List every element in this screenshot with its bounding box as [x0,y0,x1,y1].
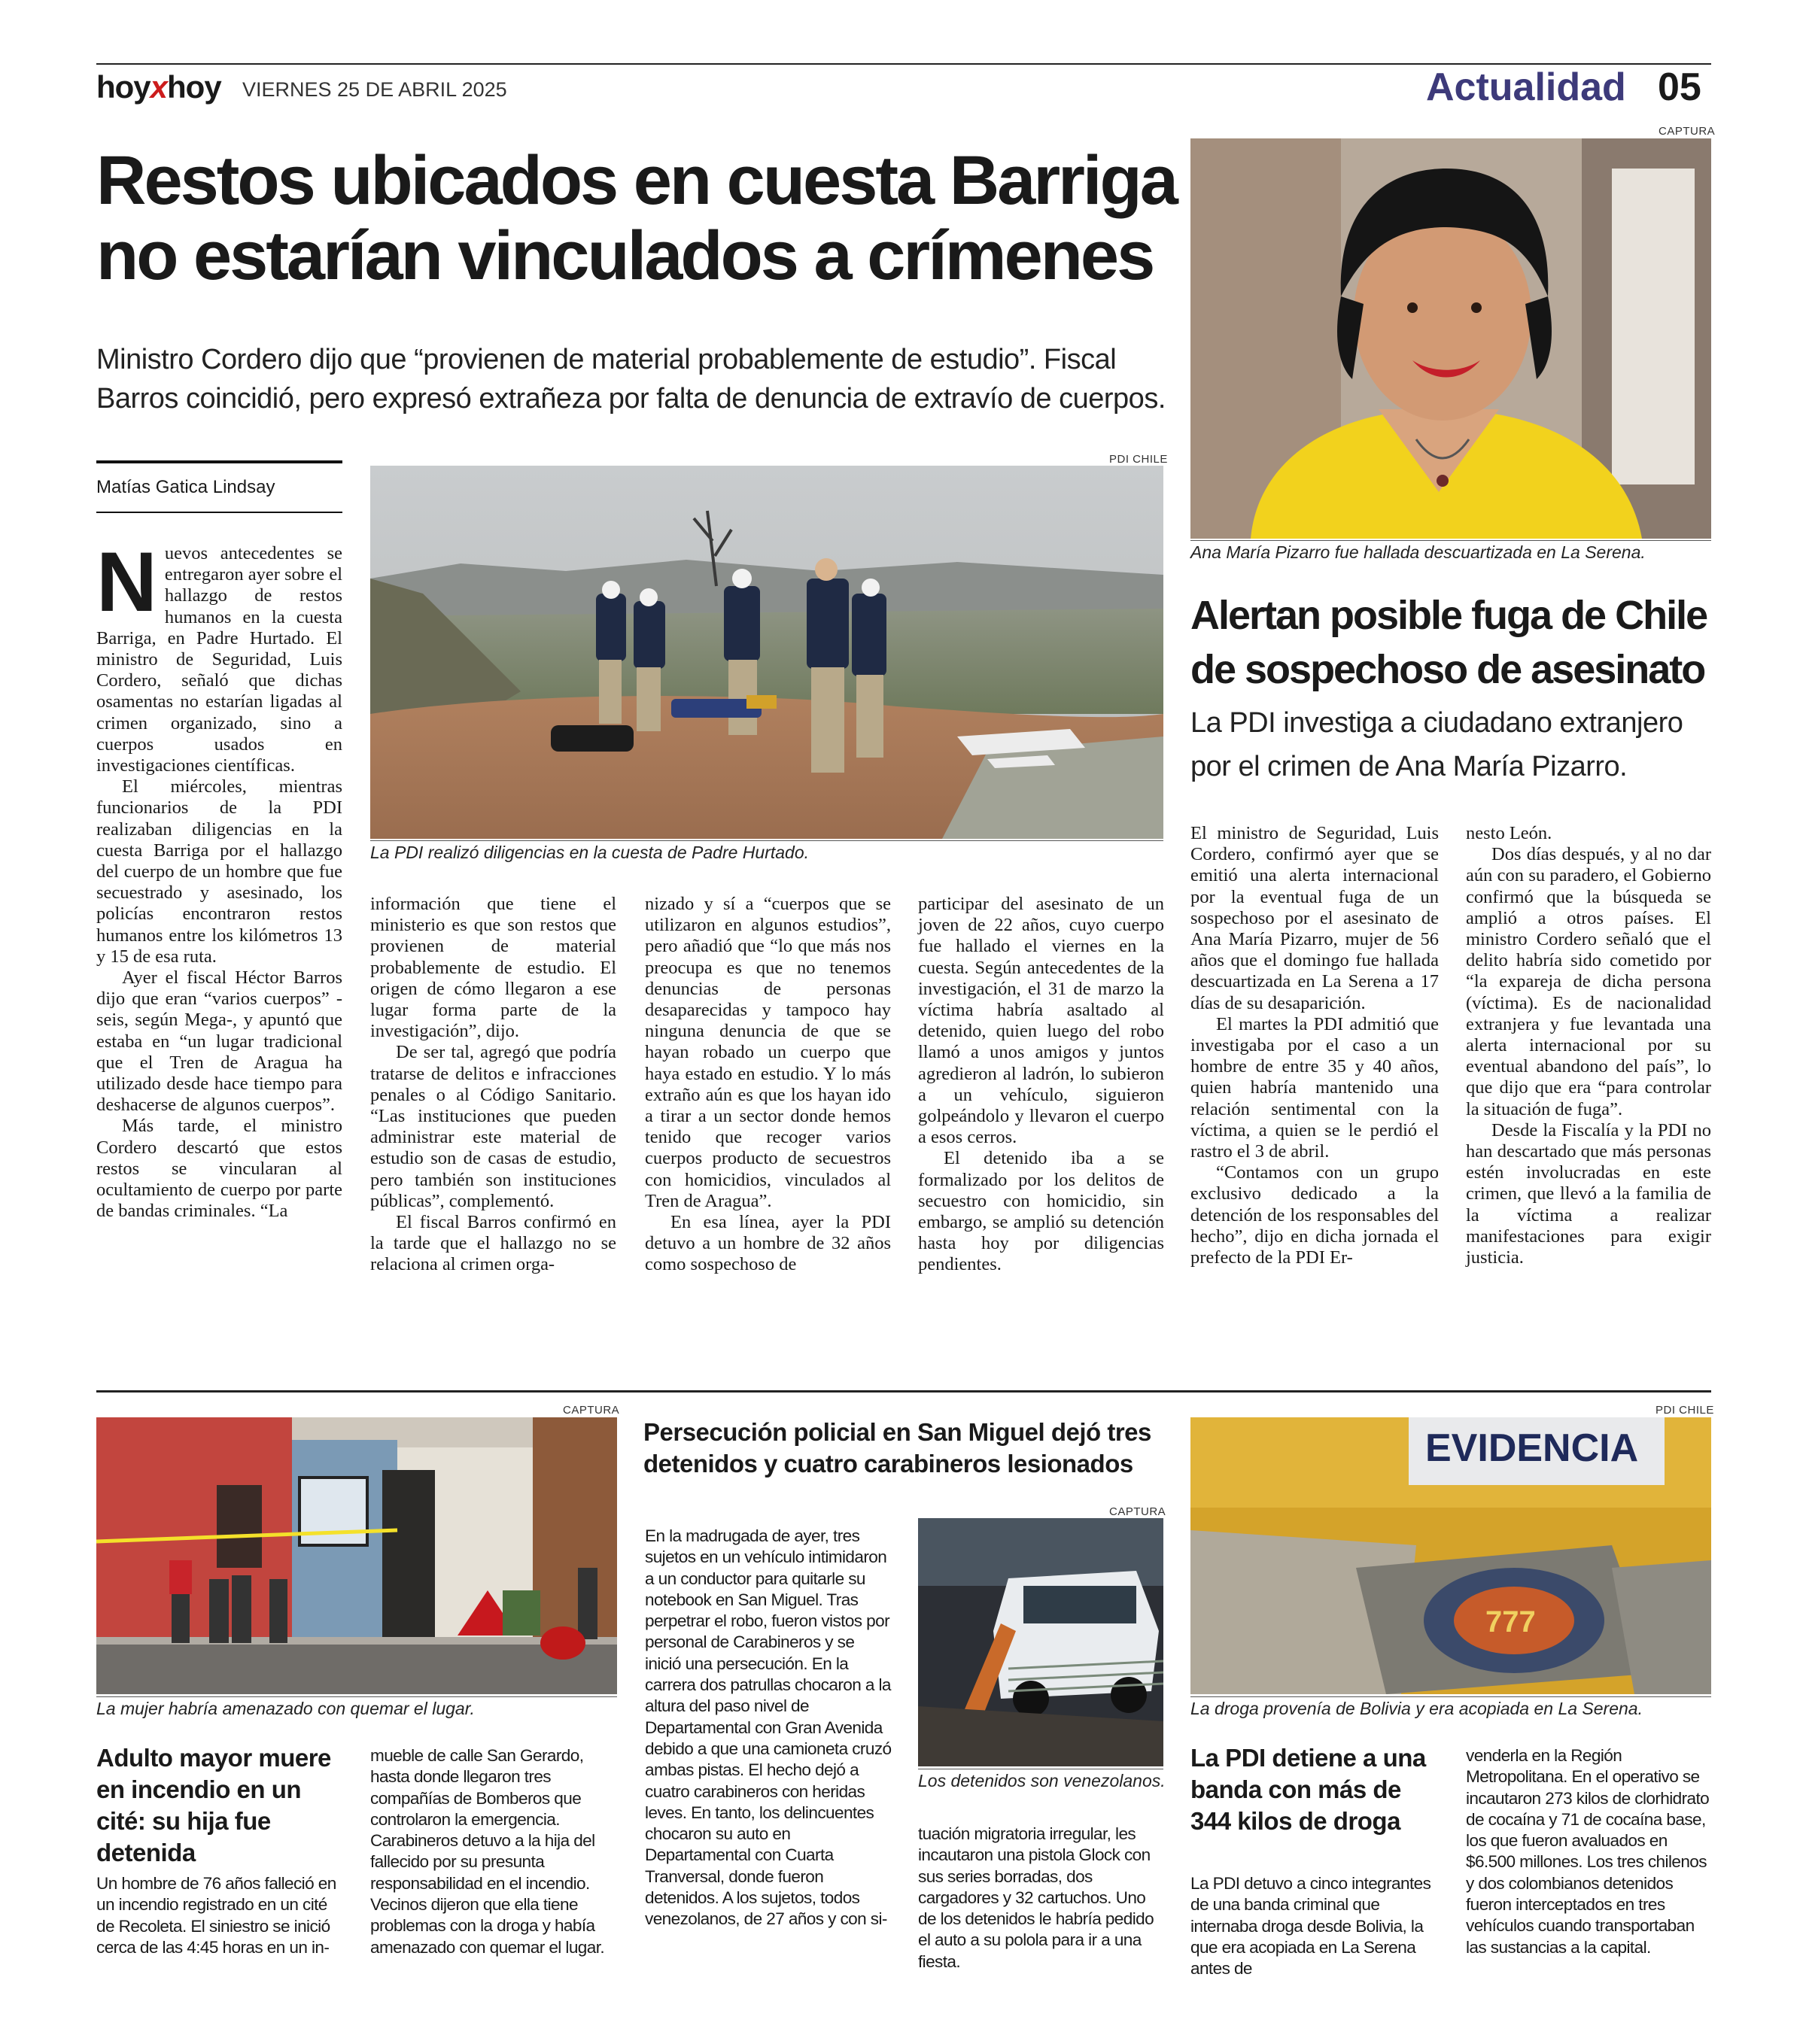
photo-credit: PDI CHILE [1655,1404,1714,1417]
pursuit-column-1: En la madrugada de ayer, tres sujetos en un vehículo intimidaron a un conductor para quitarle su notebook en San Miguel. Tras perpetrar el robo, fueron vistos por personal de Carabineros y se inició una persecución. En la carrera dos patrullas chocaron a la altura del paso nivel de Departamental con Gran Avenida debido a que una camioneta cruzó ambas pistas. El hecho dejó a cuatro carabineros con heridas leves. En tanto, los delincuentes chocaron su auto en Departamental con Cuarta Tranversal, donde fueron detenidos. A los sujetos, todos venezolanos, de 27 años y con si- [645,1526,892,1929]
byline-rule-bottom [96,512,342,513]
photo-caption: La droga provenía de Bolivia y era acopiada en La Serena. [1190,1699,1643,1718]
caption-rule [96,1696,617,1697]
fire-column-1: Un hombre de 76 años falleció en un incendio registrado en un cité de Recoleta. El siniestro se inició cerca de las 4:45 horas en un in- [96,1874,336,1957]
article-column-2: información que tiene el ministerio es que son restos que provienen de material probablemente de estudio. El origen de cómo llegaron a ese lugar forma parte de la investigación”, dijo. De ser tal, agregó que podría tratarse de delitos e infracciones penales o al Código Sanitario. “Las instituciones que pueden administrar este material de estudio son de casas de estudio, pero también son instituciones públicas”, complementó. El fiscal Barros confirmó en la tarde que el hallazgo no se relaciona al crimen orga- [370,894,616,1275]
pursuit-photo[interactable] [918,1518,1163,1766]
drugs-column-1: La PDI detuvo a cinco integrantes de una banda criminal que internaba droga desde Bolivia, la que era acopiada en La Serena antes de [1190,1874,1431,1979]
drugs-photo[interactable] [1190,1417,1711,1694]
fire-column-2: mueble de calle San Gerardo, hasta donde llegaron tres compañías de Bomberos que controlaron la emergencia. Carabineros detuvo a la hija del fallecido por su presunta responsabilidad en el incendio. Vecinos dijeron que ella tiene problemas con la droga y había amenazado con quemar el lugar. [370,1746,605,1957]
main-headline: Restos ubicados en cuesta Barriga no estarían vinculados a crímenes [96,142,1176,294]
photo-caption: La PDI realizó diligencias en la cuesta de Padre Hurtado. [370,843,810,862]
fire-headline: Adulto mayor muere en incendio en un cité: su hija fue detenida [96,1744,331,1866]
main-photo[interactable] [370,466,1163,839]
right-column-2: nesto León. Dos días después, y al no dar aún con su paradero, el Gobierno confirmó que la búsqueda se amplió a otros países. El ministro Cordero señaló que el delito habría sido cometido por “la expareja de dicha persona (víctima). Es de nacionalidad extranjera y fue levantada una alerta internacional por su eventual abandono del país”, lo que dijo que era “para controlar la situación de fuga”. Desde la Fiscalía y la PDI no han descartado que más personas estén involucradas en este crimen, que llevó a la familia de la víctima a realizar manifestaciones para exigir justicia. [1466,823,1711,1268]
photo-credit: PDI CHILE [1109,453,1168,466]
street-scene [96,1417,617,1694]
article-column-3: nizado y sí a “cuerpos que se utilizaron en algunos estudios”, pero añadió que “lo que más nos preocupa es que no tenemos denuncias de personas desaparecidas y tampoco hay ninguna denuncia de que se hayan robado un cuerpo que haya estado en estudio. Y lo más extraño aún es que los hayan ido a tirar a un sector donde hemos tenido que recoger varios cuerpos producto de secuestros con homicidios, vinculados al Tren de Aragua”. En esa línea, ayer la PDI detuvo a un hombre de 32 años como sospechoso de [645,894,891,1275]
bottom-section-rule [96,1390,1711,1393]
article-column-4: participar del asesinato de un joven de 22 años, cuyo cuerpo fue hallado el viernes en la cuesta. Según antecedentes de la investigación, el 31 de marzo la víctima habría asaltado al detenido, quien luego del robo llamó a unos amigos y juntos agredieron al ladrón, lo subieron a un vehículo, siguieron golpeándolo y llevaron el cuerpo a esos cerros. El detenido iba a se formalizado por los delitos de secuestro con homicidio, sin embargo, se amplió su detención hasta hoy por diligencias pendientes. [918,894,1164,1275]
drugs-headline: La PDI detiene a una banda con más de 344 kilos de droga [1190,1744,1426,1835]
photo-credit: CAPTURA [563,1404,620,1417]
photo-caption: Ana María Pizarro fue hallada descuartizada en La Serena. [1190,542,1646,562]
section-title: Actualidad [1426,65,1626,109]
caption-rule [1190,540,1711,541]
fire-photo[interactable] [96,1417,617,1694]
package-marking: 777 [1485,1605,1536,1639]
article-column-1: Nuevos antecedentes se entregaron ayer sobre el hallazgo de restos humanos en la cuesta Barriga, en Padre Hurtado. El ministro de Seguridad, Luis Cordero, señaló que dichas osamentas no estarían ligadas al crimen organizado, sino a cuerpos usados en investigaciones científicas. El miércoles, mientras funcionarios de la PDI realizaban diligencias en la cuesta Barriga por el hallazgo del cuerpo de un hombre que fue secuestrado y asesinado, los policías encontraron restos humanos entre los kilómetros 13 y 15 de esa ruta. Ayer el fiscal Héctor Barros dijo que eran “varios cuerpos” -seis, según Mega-, y apuntó que estaba en “un lugar tradicional que el Tren de Aragua ha utilizado desde hace tiempo para deshacerse de algunos cuerpos”. Más tarde, el ministro Cordero descartó que estos restos se vincularan al ocultamiento de cuerpo por parte de bandas criminales. “La [96,535,342,1222]
drop-cap: N [96,535,157,629]
main-subheadline: Ministro Cordero dijo que “provienen de material probablemente de estudio”. Fiscal Barros coincidió, pero expresó extrañeza por falta de denuncia de extravío de cuerpos. [96,344,1166,415]
portrait-photo [1190,138,1711,539]
newspaper-logo[interactable]: hoyxhoy [96,69,221,105]
caption-rule [1190,1696,1711,1697]
page-number: 05 [1658,65,1701,109]
photo-caption: Los detenidos son venezolanos. [918,1771,1166,1790]
right-column-1: El ministro de Seguridad, Luis Cordero, confirmó ayer que se emitió una alerta internacional por la eventual fuga de un sospechoso por el asesinato de Ana María Pizarro, mujer de 56 años que el domingo fue hallada descuartizada en La Serena a 17 días de su desaparición. El martes la PDI admitió que investigaba por el caso a un hombre de entre 35 y 40 años, quien habría mantenido una relación sentimental con la víctima, a quien se le perdió el rastro el 3 de abril. “Contamos con un grupo exclusivo dedicado a la detención de los responsables del hecho”, dijo en dicha jornada el prefecto de la PDI Er- [1190,823,1439,1268]
byline: Matías Gatica Lindsay [96,477,275,497]
right-subheadline: La PDI investiga a ciudadano extranjero por el crimen de Ana María Pizarro. [1190,707,1683,782]
drugs-column-2: venderla en la Región Metropolitana. En el operativo se incautaron 273 kilos de clorhidrato de cocaína y 71 de cocaína base, los que fueron avaluados en $6.500 millones. Los tres chilenos y dos colombianos detenidos fueron interceptados en tres vehículos cuando transportaban las sustancias a la capital. [1466,1746,1710,1957]
caption-rule [370,840,1163,841]
pursuit-column-2: tuación migratoria irregular, les incautaron una pistola Glock con sus series borradas, dos cargadores y 32 cartuchos. Uno de los detenidos le habría pedido el auto a su polola para ir a una fiesta. [918,1824,1154,1971]
crash-scene [918,1518,1163,1766]
photo-credit: CAPTURA [1109,1505,1166,1518]
evidence-label: EVIDENCIA [1425,1426,1639,1470]
right-headline: Alertan posible fuga de Chile de sospechoso de asesinato [1190,593,1707,692]
victim-photo[interactable] [1190,138,1711,539]
evidence-scene [1190,1417,1711,1694]
photo-caption: La mujer habría amenazado con quemar el lugar. [96,1699,475,1718]
photo-credit: CAPTURA [1659,125,1716,138]
byline-rule-top [96,460,342,463]
cliff-search-scene [370,466,1163,839]
pursuit-headline: Persecución policial en San Miguel dejó tres detenidos y cuatro carabineros lesionados [643,1418,1151,1478]
issue-date: VIERNES 25 DE ABRIL 2025 [242,78,507,101]
